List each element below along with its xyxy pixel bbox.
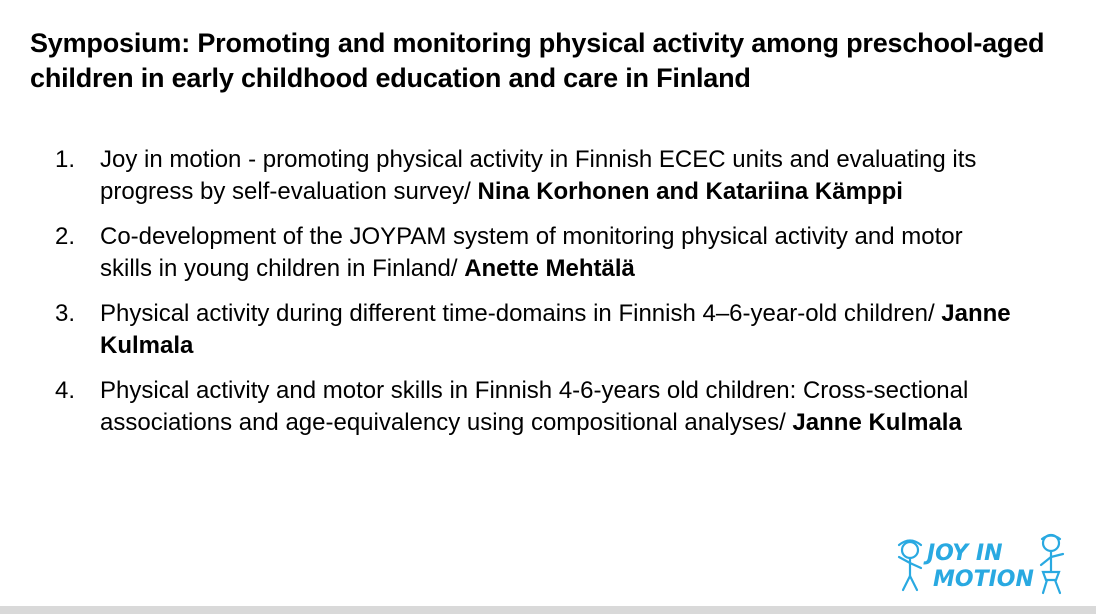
talk-author: Janne Kulmala [792, 409, 962, 436]
list-item-number: 1. [55, 146, 76, 173]
list-item [55, 298, 1015, 362]
talk-title: Joy in motion - promoting physical activity in Finnish ECEC units and evaluating its progress by self-evaluation survey/ [100, 146, 977, 205]
child-figure-right-icon [1041, 535, 1063, 593]
talk-title: Co-development of the JOYPAM system of monitoring physical activity and motor skills in young children in Finland/ [100, 223, 963, 282]
list-item [55, 375, 1015, 439]
talk-author: Janne Kulmala [100, 300, 1011, 359]
bottom-border [0, 606, 1096, 614]
list-item [55, 144, 1015, 208]
list-item-content [100, 221, 1015, 285]
slide-title: Symposium: Promoting and monitoring physical activity among preschool-aged children in early childhood education and care in Finland [30, 28, 1045, 93]
list-item-content [100, 298, 1015, 362]
list-item-number: 3. [55, 300, 76, 327]
list-item-number: 2. [55, 223, 76, 250]
talk-title: Physical activity and motor skills in Finnish 4-6-years old children: Cross-sectional associations and age-equivalency using compositional analyses/ [100, 377, 969, 436]
talk-author: Anette Mehtälä [464, 255, 635, 282]
list-item-content [100, 144, 1015, 208]
joy-in-motion-logo [893, 530, 1073, 596]
list-item-content [100, 375, 1015, 439]
logo-line-2: MOTION [933, 567, 1034, 592]
talk-author: Nina Korhonen and Katariina Kämppi [477, 178, 903, 205]
list-item-number: 4. [55, 377, 76, 404]
logo-line-1: JOY IN [927, 541, 1003, 566]
list-item [55, 221, 1015, 285]
talk-list [55, 144, 1015, 452]
child-figure-left-icon [899, 541, 921, 591]
talk-title: Physical activity during different time-domains in Finnish 4–6-year-old children/ [100, 300, 942, 327]
